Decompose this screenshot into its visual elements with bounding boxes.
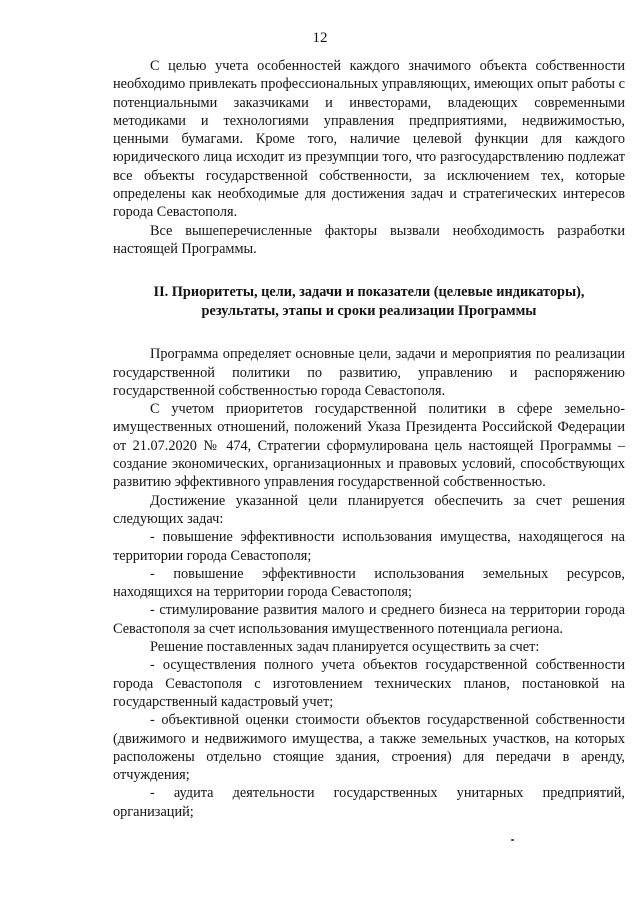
body-paragraph-4: Решение поставленных задач планируется осуществить за счет:	[150, 639, 540, 656]
page-content	[113, 57, 625, 821]
measure-item-2: - объективной оценки стоимости объектов государственной собственности (движимого и недвижимого имущества, а также земельных участков, на которых расположены отдельно стоящие здания, строения) для передачи в аренду, отчуждения;	[113, 712, 625, 784]
body-paragraph-3: Достижение указанной цели планируется обеспечить за счет решения следующих задач:	[113, 492, 625, 527]
section-heading-line-2: результаты, этапы и сроки реализации Программы	[201, 303, 537, 320]
page-number: 12	[312, 30, 328, 46]
task-item-3: - стимулирование развития малого и среднего бизнеса на территории города Севастополя за счет использования имущественного потенциала региона.	[113, 602, 625, 637]
measure-item-3: - аудита деятельности государственных унитарных предприятий, организаций;	[113, 785, 625, 820]
body-paragraph-2: С учетом приоритетов государственной политики в сфере земельно-имущественных отношений, положений Указа Президента Российской Федерации от 21.07.2020 № 474, Стратегии сформулирована цель настоящей Программы – создание экономических, организационных и правовых условий, способствующих развитию эффективного управления государственной собственностью.	[113, 401, 625, 491]
measure-item-1: - осуществления полного учета объектов государственной собственности города Севастополя с изготовлением технических планов, постановкой на государственный кадастровый учет;	[113, 657, 625, 710]
intro-paragraph-1: С целью учета особенностей каждого значимого объекта собственности необходимо привлекать профессиональных управляющих, имеющих опыт работы с потенциальными заказчиками и инвесторами, владеющих современными методиками и технологиями управления предприятиями, недвижимостью, ценными бумагами. Кроме того, наличие целевой функции для каждого юридического лица исходит из презумпции того, что разгосударствлению подлежат все объекты государственной собственности, за исключением тех, которые определены как необходимые для достижения задач и стратегических интересов города Севастополя.	[113, 58, 625, 221]
body-paragraph-1: Программа определяет основные цели, задачи и мероприятия по реализации государственной политики по развитию, управлению и распоряжению государственной собственностью города Севастополя.	[113, 346, 625, 399]
task-item-1: - повышение эффективности использования имущества, находящегося на территории города Севастополя;	[113, 529, 625, 564]
task-item-2: - повышение эффективности использования земельных ресурсов, находящихся на территории города Севастополя;	[113, 565, 625, 601]
section-heading	[113, 283, 625, 321]
scan-speck	[511, 839, 514, 841]
intro-paragraph-2: Все вышеперечисленные факторы вызвали необходимость разработки настоящей Программы.	[113, 222, 625, 257]
section-heading-line-1: II. Приоритеты, цели, задачи и показатели (целевые индикаторы),	[153, 284, 585, 301]
